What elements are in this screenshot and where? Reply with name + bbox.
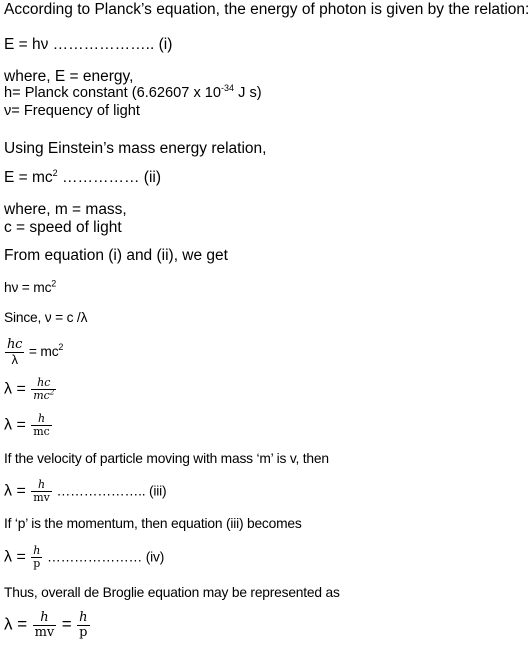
equation-lambda-h-mc xyxy=(4,413,53,437)
lambda-equals: λ = xyxy=(4,614,28,634)
equation-ii-label: …………… (ii) xyxy=(57,169,162,186)
denominator: mv xyxy=(34,624,55,640)
fraction-hc-mc2 xyxy=(31,377,56,401)
numerator: h xyxy=(31,413,52,426)
equation-hc-over-lambda xyxy=(4,338,63,366)
planck-constant-unit: J s) xyxy=(234,85,262,101)
numerator: h xyxy=(33,611,57,626)
equation-iii xyxy=(4,479,166,503)
equation-iv xyxy=(4,545,164,569)
equation-iii-label: ……………….. (iii) xyxy=(52,483,167,499)
text-line-from-equations: From equation (i) and (ii), we get xyxy=(4,247,228,264)
denominator: p xyxy=(79,624,88,640)
equals-sign: = xyxy=(61,614,72,634)
equation-de-broglie xyxy=(4,611,91,639)
numerator: hc xyxy=(31,377,56,390)
numerator: hc xyxy=(7,337,23,352)
text-line-velocity: If the velocity of particle moving with mass ‘m’ is v, then xyxy=(4,451,329,466)
fraction-hc-lambda xyxy=(5,338,24,366)
equation-iv-label: ………………… (iv) xyxy=(43,549,165,565)
denominator-text: mc xyxy=(33,388,50,402)
text-line-momentum: If ‘p’ is the momentum, then equation (iii) becomes xyxy=(4,516,302,531)
planck-constant-text: h= Planck constant (6.62607 x 10 xyxy=(4,85,222,101)
fraction-h-p xyxy=(77,611,89,639)
numerator: h xyxy=(31,479,52,492)
lambda-equals: λ = xyxy=(4,380,26,398)
numerator: h xyxy=(33,544,41,557)
fraction-h-mc xyxy=(31,413,52,437)
text-line-planck-constant xyxy=(4,83,262,101)
exponent: -34 xyxy=(221,83,235,94)
equation-ii xyxy=(4,167,162,186)
lambda-equals: λ = xyxy=(4,482,26,500)
fraction-h-mv xyxy=(33,611,57,639)
equation-lambda-hc-mc2 xyxy=(4,377,57,401)
text-line-where-mass: where, m = mass, xyxy=(4,201,127,218)
text-line-einstein-intro: Using Einstein’s mass energy relation, xyxy=(4,140,267,157)
equation-hv-mc2 xyxy=(4,278,57,295)
exponent: 2 xyxy=(52,167,58,178)
text-line-frequency: ν= Frequency of light xyxy=(4,103,140,119)
lambda-equals: λ = xyxy=(4,416,26,434)
exponent: 2 xyxy=(51,278,57,289)
equation-text: hν = mc xyxy=(4,280,52,295)
fraction-h-mv xyxy=(31,479,52,503)
exponent: 2 xyxy=(58,342,64,353)
exponent: 2 xyxy=(49,387,55,396)
denominator xyxy=(31,387,56,402)
fraction-h-p xyxy=(31,545,42,569)
text-line-speed-of-light: c = speed of light xyxy=(4,219,122,236)
numerator: h xyxy=(79,610,88,625)
text-line-where-energy: where, E = energy, xyxy=(4,68,134,85)
text-line-planck-intro: According to Planck’s equation, the energy of photon is given by the relation: xyxy=(4,1,529,18)
text-line-de-broglie-intro: Thus, overall de Broglie equation may be represented as xyxy=(4,585,340,600)
denominator: mc xyxy=(33,424,50,438)
equation-i: E = hν ……………….. (i) xyxy=(4,36,173,53)
lambda-equals: λ = xyxy=(4,548,26,566)
denominator: λ xyxy=(11,351,18,367)
equation-rhs: = mc xyxy=(28,343,59,359)
denominator: mv xyxy=(33,490,50,504)
denominator: p xyxy=(33,556,41,570)
text-line-since: Since, ν = c /λ xyxy=(4,310,88,325)
equation-ii-lhs: E = mc xyxy=(4,169,53,186)
